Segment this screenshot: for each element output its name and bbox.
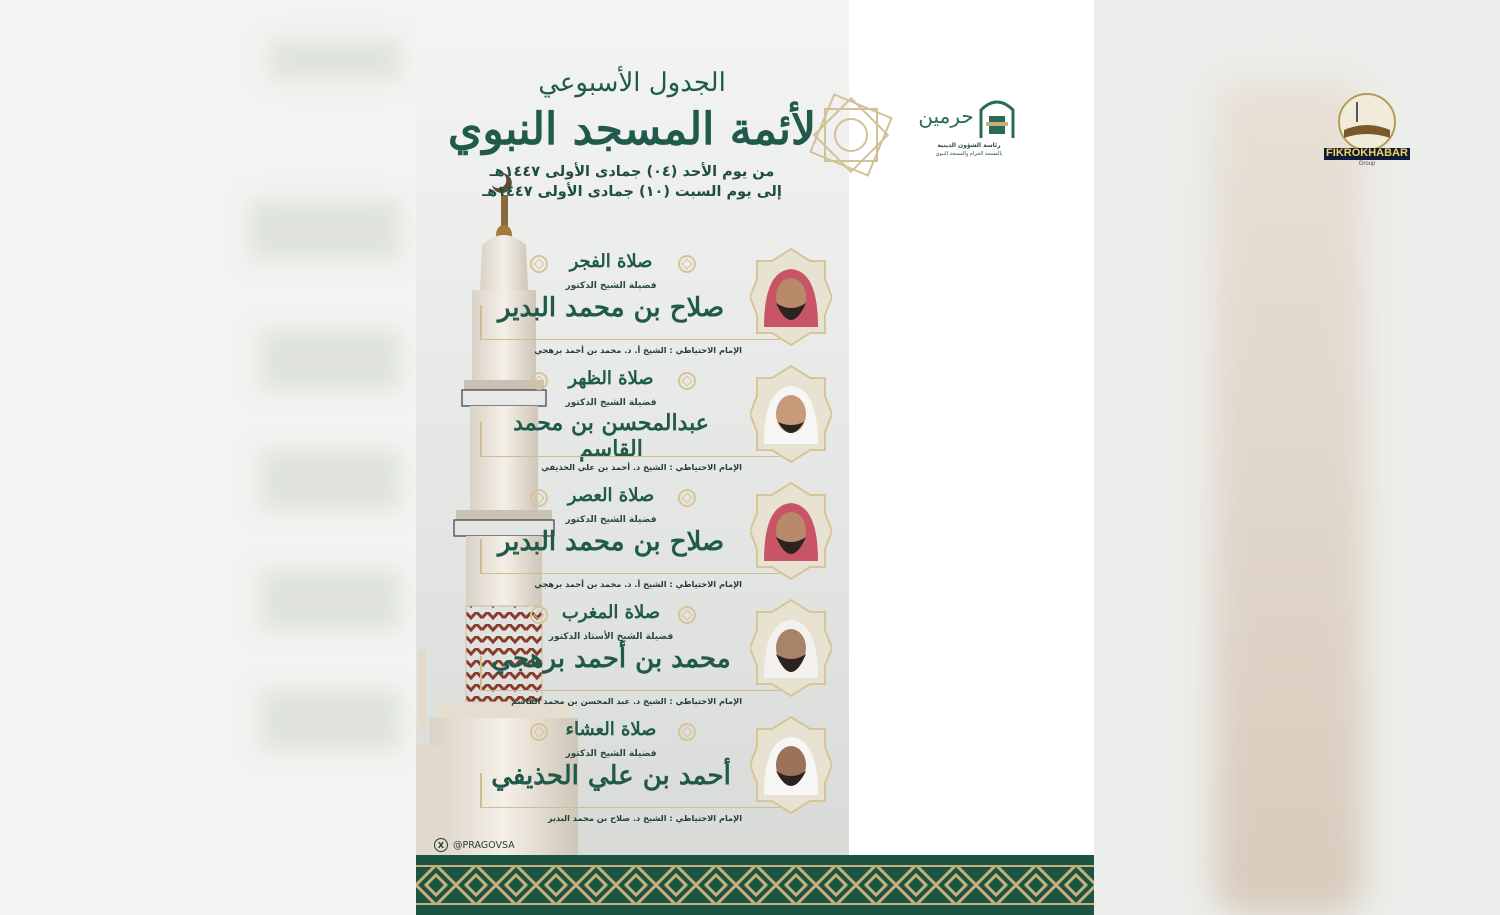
imam-honorific: فضيلة الشيخ الدكتور <box>565 281 657 291</box>
watermark-brand: FIKROKHABAR <box>1326 147 1408 159</box>
ornament-pattern <box>416 865 1094 905</box>
prayer-card-maghrib <box>480 598 850 710</box>
fikrokhabar-logo-icon <box>1322 92 1412 172</box>
date-from: من يوم الأحد (٠٤) جمادى الأولى ١٤٤٧هـ <box>489 164 775 180</box>
backup-imam: الإمام الاحتياطي : الشيخ د. صلاح بن محمد البدير <box>547 813 742 823</box>
imam-portrait <box>750 364 832 464</box>
name-frame <box>480 799 780 808</box>
imam-name: محمد بن أحمد برهجي <box>491 644 731 674</box>
date-to: إلى يوم السبت (١٠) جمادى الأولى ١٤٤٧هـ <box>482 183 782 200</box>
backup-imam: الإمام الاحتياطي : الشيخ د. أحمد بن علي الحذيفي <box>541 462 742 472</box>
prayer-name: صلاة العشاء <box>565 719 657 740</box>
watermark-sub: Group <box>1358 161 1376 167</box>
imam-honorific: فضيلة الشيخ الدكتور <box>565 398 657 408</box>
name-frame <box>480 331 780 340</box>
imam-portrait <box>750 481 832 581</box>
logo-line1: رئاسة الشؤون الدينية <box>937 142 1001 149</box>
prayer-card-fajr <box>480 247 850 359</box>
imam-name: صلاح بن محمد البدير <box>497 527 725 557</box>
mosque-icon <box>977 94 1017 138</box>
imam-name: صلاح بن محمد البدير <box>497 293 725 323</box>
fikrokhabar-watermark <box>1322 92 1412 172</box>
haramain-logo <box>913 94 1025 164</box>
imam-honorific: فضيلة الشيخ الأستاذ الدكتور <box>548 632 674 642</box>
footer-ornament-band <box>416 855 1094 915</box>
prayer-name: صلاة الظهر <box>568 368 654 389</box>
social-handle[interactable] <box>434 838 515 852</box>
handle-text: @PRAGOVSA <box>453 839 515 851</box>
poster <box>416 0 1094 915</box>
backup-imam: الإمام الاحتياطي : الشيخ د. عبد المحسن بن محمد القاسم <box>511 696 742 706</box>
prayer-card-dhuhr <box>480 364 850 476</box>
prayer-card-asr <box>480 481 850 593</box>
name-frame <box>480 682 780 691</box>
logo-brand: حرمين <box>918 104 974 128</box>
imam-honorific: فضيلة الشيخ الدكتور <box>565 749 657 759</box>
schedule-title: لأئمة المسجد النبوي <box>447 104 817 155</box>
imam-portrait <box>750 598 832 698</box>
date-range <box>416 163 848 202</box>
backup-imam: الإمام الاحتياطي : الشيخ أ. د. محمد بن أحمد برهجي <box>534 345 742 355</box>
prayer-name: صلاة العصر <box>567 485 655 506</box>
logo-line2: بالمسجد الحرام والمسجد النبوي <box>935 151 1003 157</box>
name-frame <box>480 565 780 574</box>
blurred-right-panel <box>1094 0 1500 915</box>
prayer-card-isha <box>480 715 850 827</box>
weekly-label: الجدول الأسبوعي <box>538 68 726 98</box>
x-icon: X <box>434 838 448 852</box>
blurred-left-panel <box>0 0 416 915</box>
name-frame <box>480 448 780 457</box>
schedule-header <box>416 68 848 202</box>
geometric-star-icon <box>808 92 894 178</box>
prayer-name: صلاة المغرب <box>561 602 661 623</box>
imam-honorific: فضيلة الشيخ الدكتور <box>565 515 657 525</box>
imam-name: أحمد بن علي الحذيفي <box>491 761 731 791</box>
imam-name: عبدالمحسن بن محمد القاسم <box>513 410 709 462</box>
prayer-name: صلاة الفجر <box>569 251 653 272</box>
backup-imam: الإمام الاحتياطي : الشيخ أ. د. محمد بن أحمد برهجي <box>534 579 742 589</box>
imam-portrait <box>750 715 832 815</box>
imam-portrait <box>750 247 832 347</box>
